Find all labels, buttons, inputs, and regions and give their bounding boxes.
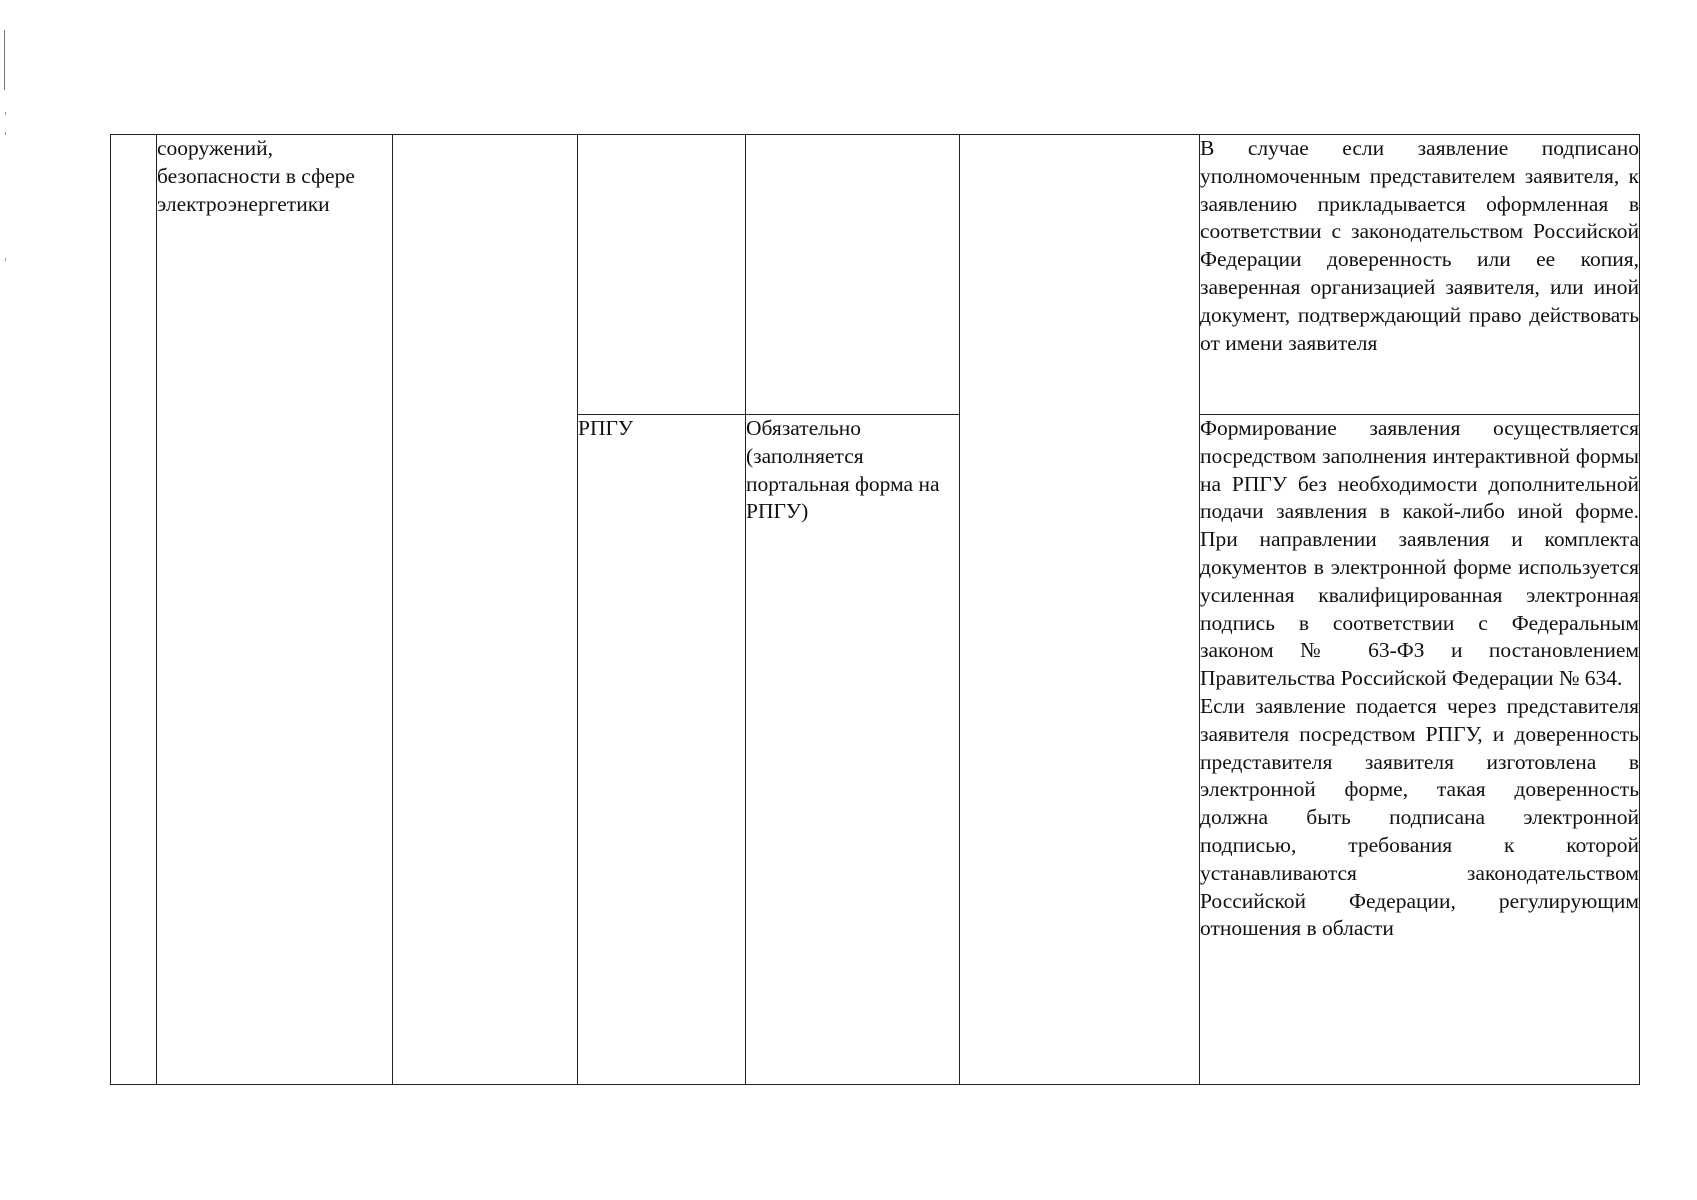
scan-margin-dot [5,132,6,135]
scan-margin-mark [4,30,5,90]
requirement-cell [746,135,960,415]
document-table [110,134,1640,1085]
empty-cell [393,135,578,1085]
note-paragraph: В случае если заявление подписано уполномоченным представителем заявителя, к заявлению прикладывается оформленная в соответствии с законодательством Российской Федерации доверенность или ее копия, заверенная организацией заявителя, или иной документ, подтверждающий право действовать от имени заявителя [1200,136,1639,355]
note-paragraph: Если заявление подается через представителя заявителя посредством РПГУ, и доверенность представителя заявителя изготовлена в электронной форме, такая доверенность должна быть подписана электронной подписью, требования к которой устанавливаются законодательством Российской Федерации, регулирующим отношения в области [1200,693,1639,941]
channel-cell: РПГУ [578,415,746,1085]
channel-cell [578,135,746,415]
note-cell [1200,135,1640,415]
note-cell [1200,415,1640,1085]
number-cell [111,135,157,1085]
service-name-cell: сооружений, безопасности в сфере электроэнергетики [157,135,393,1085]
scan-margin-dot [5,112,6,115]
table-row [111,135,1640,415]
requirement-cell: Обязательно (заполняется портальная форма на РПГУ) [746,415,960,1085]
note-paragraph: Формирование заявления осуществляется посредством заполнения интерактивной формы на РПГУ без необходимости дополнительной подачи заявления в какой-либо иной форме. При направлении заявления и комплекта документов в электронной форме используется усиленная квалифицированная электронная подпись в соответствии с Федеральным законом № 63-ФЗ и постановлением Правительства Российской Федерации № 634. [1200,416,1639,691]
scan-margin-dot [5,258,6,261]
empty-cell [960,135,1200,1085]
